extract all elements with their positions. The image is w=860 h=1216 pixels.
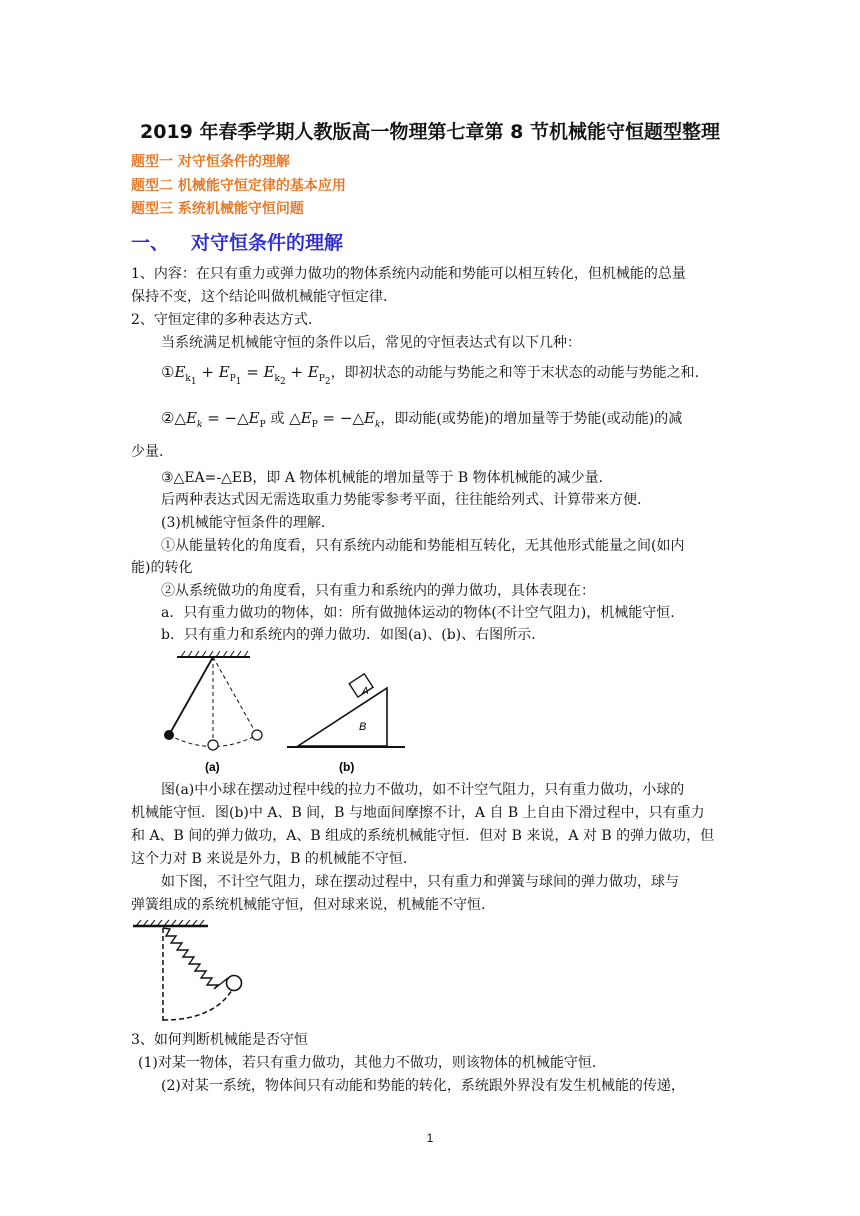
paragraph-condition-heading: (3)机械能守恒条件的理解. [161,515,326,531]
paragraph-case-b: b．只有重力和系统内的弹力做功．如图(a)、(b)、右图所示. [161,627,536,643]
paragraph-energy-view-line2: 能)的转化 [131,560,193,576]
paragraph-expressions: 2、守恒定律的多种表达方式. [131,312,313,328]
paragraph-note: 后两种表达式因无需选取重力势能零参考平面，往往能给列式、计算带来方便. [161,492,642,508]
figure-spring-pendulum [128,916,258,1026]
section-title: 对守恒条件的理解 [191,232,344,254]
figure-a-pendulum [164,651,262,774]
paragraph-work-view: ②从系统做功的角度看，只有重力和系统内的弹力做功，具体表现在： [161,583,595,599]
paragraph-judge-heading: 3、如何判断机械能是否守恒 [131,1032,308,1048]
figure-b-label: (b) [339,760,355,774]
block-b-label: B [359,721,367,733]
formula-2-continuation: 少量. [131,444,164,460]
paragraph-spring-line2: 弹簧组成的系统机械能守恒，但对球来说，机械能不守恒. [131,897,486,913]
figure-a-label: (a) [205,760,220,774]
formula-2-text: ，即动能(或势能)的增加量等于势能(或动能)的减 [380,411,683,427]
formula-2-prefix: ② [161,409,175,427]
paragraph-intro: 当系统满足机械能守恒的条件以后，常见的守恒表达式有以下几种： [161,335,581,351]
formula-1-prefix: ① [161,363,175,381]
formula-3: ③△EA=-△EB，即 A 物体机械能的增加量等于 B 物体机械能的减少量. [161,470,604,486]
paragraph-energy-view-line1: ①从能量转化的角度看，只有系统内动能和势能相互转化，无其他形式能量之间(如内 [161,538,685,554]
figure-b-incline [287,674,405,774]
formula-1-text: ，即初状态的动能与势能之和等于末状态的动能与势能之和. [330,365,700,381]
page-number: 1 [426,1131,434,1145]
toc-item-3[interactable]: 题型三 系统机械能守恒问题 [131,201,304,217]
figure-pendulum-and-incline [155,648,415,778]
paragraph-explanation-line4: 这个力对 B 来说是外力，B 的机械能不守恒. [131,851,408,867]
paragraph-judge-2: (2)对某一系统，物体间只有动能和势能的转化，系统跟外界没有发生机械能的传递， [161,1078,685,1094]
toc-item-1[interactable]: 题型一 对守恒条件的理解 [131,154,290,170]
section-number: 一、 [131,232,170,254]
paragraph-explanation-line1: 图(a)中小球在摆动过程中线的拉力不做功，如不计空气阻力，只有重力做功，小球的 [161,782,685,798]
paragraph-explanation-line2: 机械能守恒．图(b)中 A、B 间，B 与地面间摩擦不计，A 自 B 上自由下滑过程中，只有重力 [131,805,705,821]
document-title: 2019 年春季学期人教版高一物理第七章第 8 节机械能守恒题型整理 [140,121,720,143]
toc-item-2[interactable]: 题型二 机械能守恒定律的基本应用 [131,178,346,194]
paragraph-content-line1: 1、内容：在只有重力或弹力做功的物体系统内动能和势能可以相互转化，但机械能的总量 [131,266,686,282]
paragraph-judge-1: (1)对某一物体，若只有重力做功，其他力不做功，则该物体的机械能守恒. [138,1055,597,1071]
formula-2-or: 或 [270,411,285,427]
block-a-label: A [362,686,369,697]
section-heading-1 [131,228,343,255]
formula-1: $①E_{k_1} + E_{P_1} = E_{k_2} + E_{P_2}$，即初状态的动能与势能之和等于末状态的动能与势能之和. [161,363,700,387]
paragraph-case-a: a．只有重力做功的物体，如：所有做抛体运动的物体(不计空气阻力)，机械能守恒. [161,605,675,621]
formula-2: $②\triangle E_k$ = $-\triangle E_P$ 或 $\triangle E_P$ = $-\triangle E_k$，即动能(或势能)的增加量等于势能(或动能)的减 [161,409,683,430]
paragraph-content-line2: 保持不变，这个结论叫做机械能守恒定律. [131,289,388,305]
paragraph-explanation-line3: 和 A、B 间的弹力做功，A、B 组成的系统机械能守恒．但对 B 来说，A 对 B 的弹力做功，但 [131,828,715,844]
paragraph-spring-line1: 如下图，不计空气阻力，球在摆动过程中，只有重力和弹簧与球间的弹力做功，球与 [161,874,679,890]
